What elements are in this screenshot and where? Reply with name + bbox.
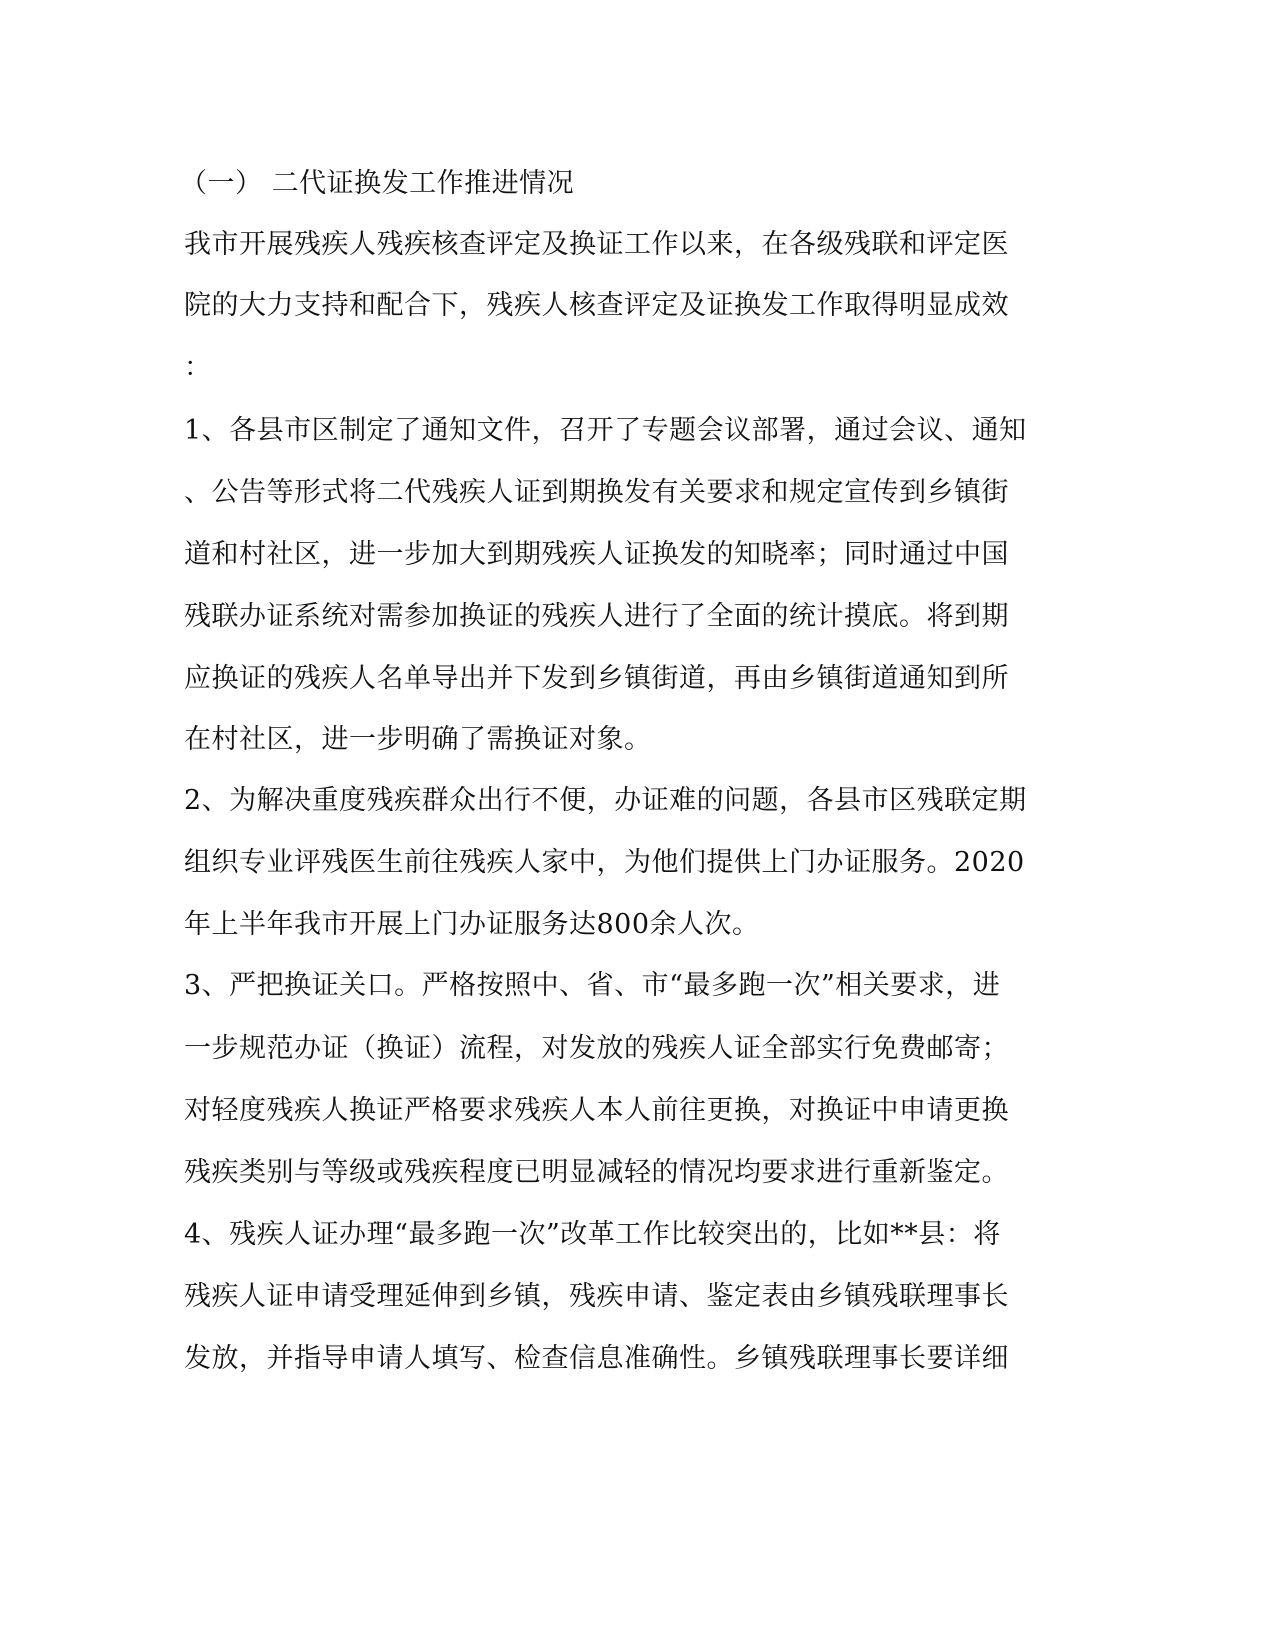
text-line: 在村社区，进一步明确了需换证对象。 <box>184 724 652 755</box>
text-line: 3、严把换证关口。严格按照中、省、市“最多跑一次”相关要求，进 <box>184 970 1001 1001</box>
text-line: 4、残疾人证办理“最多跑一次”改革工作比较突出的，比如**县：将 <box>184 1219 1001 1250</box>
text-line: ： <box>184 352 212 383</box>
text-line: 2、为解决重度残疾群众出行不便，办证难的问题，各县市区残联定期 <box>184 785 1027 816</box>
text-line: 发放，并指导申请人填写、检查信息准确性。乡镇残联理事长要详细 <box>184 1343 1009 1374</box>
text-line: 、公告等形式将二代残疾人证到期换发有关要求和规定宣传到乡镇街 <box>184 477 1009 508</box>
text-line: 我市开展残疾人残疾核查评定及换证工作以来，在各级残联和评定医 <box>184 229 1009 260</box>
text-line: 道和村社区，进一步加大到期残疾人证换发的知晓率；同时通过中国 <box>184 539 1009 570</box>
text-line: 1、各县市区制定了通知文件，召开了专题会议部署，通过会议、通知 <box>184 415 1027 446</box>
text-line: 年上半年我市开展上门办证服务达800余人次。 <box>184 909 760 940</box>
text-line: 组织专业评残医生前往残疾人家中，为他们提供上门办证服务。2020 <box>184 847 1025 878</box>
text-line: 一步规范办证（换证）流程，对发放的残疾人证全部实行免费邮寄； <box>184 1033 1009 1064</box>
text-line: 院的大力支持和配合下，残疾人核查评定及证换发工作取得明显成效 <box>184 290 1009 321</box>
section-heading: （一） 二代证换发工作推进情况 <box>180 168 575 199</box>
text-line: 对轻度残疾人换证严格要求残疾人本人前往更换，对换证中申请更换 <box>184 1095 1009 1126</box>
text-line: 残联办证系统对需参加换证的残疾人进行了全面的统计摸底。将到期 <box>184 601 1009 632</box>
text-line: 应换证的残疾人名单导出并下发到乡镇街道，再由乡镇街道通知到所 <box>184 663 1009 694</box>
text-line: 残疾类别与等级或残疾程度已明显减轻的情况均要求进行重新鉴定。 <box>184 1157 1009 1188</box>
text-line: 残疾人证申请受理延伸到乡镇，残疾申请、鉴定表由乡镇残联理事长 <box>184 1281 1009 1312</box>
